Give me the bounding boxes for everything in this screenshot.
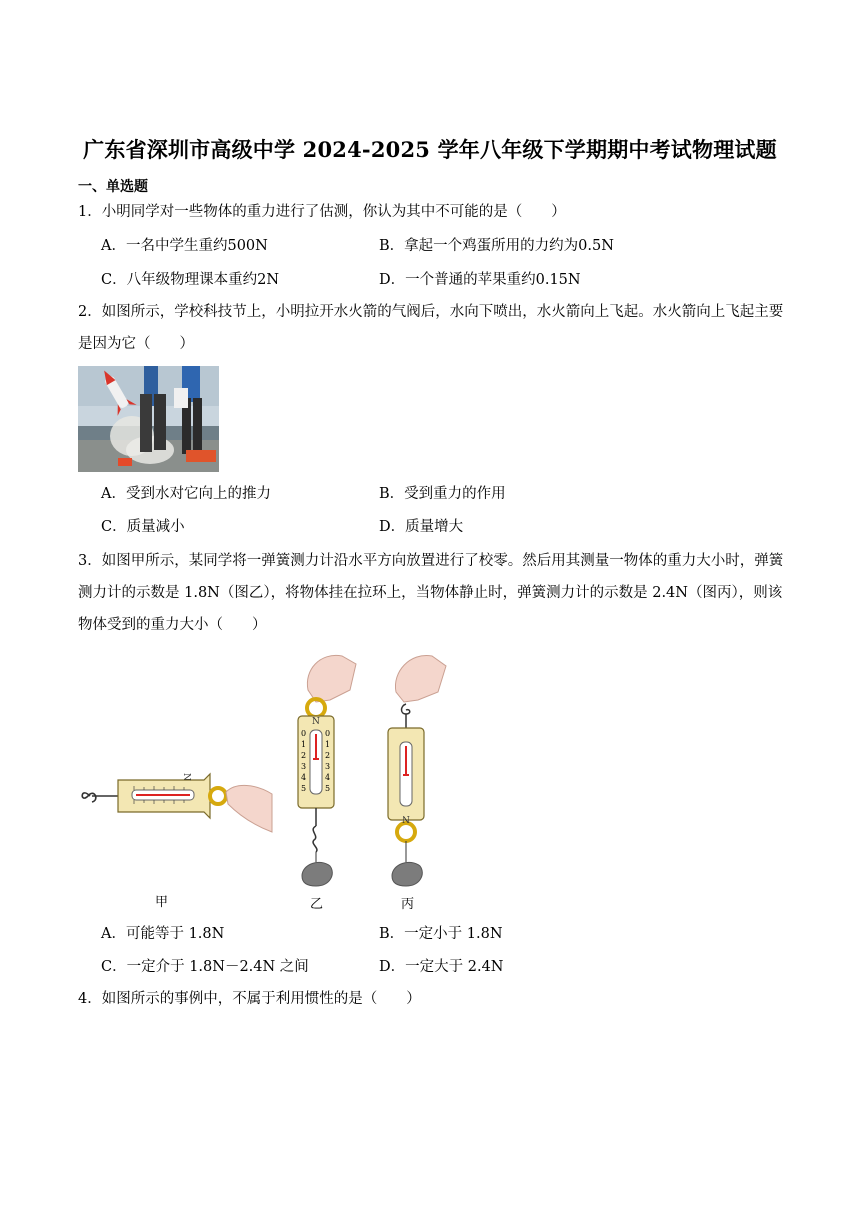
question-1-option-c[interactable]: C．八年级物理课本重约2N xyxy=(101,272,280,288)
scale-tick-0: 0 xyxy=(325,729,331,738)
scale-tick-4: 4 xyxy=(325,773,331,782)
question-2-option-b[interactable]: B．受到重力的作用 xyxy=(379,486,506,502)
figure-label-bing: 丙 xyxy=(401,897,415,912)
question-3-option-a[interactable]: A．可能等于 1.8N xyxy=(101,926,225,942)
scale-tick-2: 2 xyxy=(301,751,307,760)
scale-tick-5: 5 xyxy=(301,784,307,793)
scale-tick-3: 3 xyxy=(301,762,307,771)
question-1-stem: 1．小明同学对一些物体的重力进行了估测，你认为其中不可能的是（ ） xyxy=(78,204,566,220)
question-3-option-d[interactable]: D．一定大于 2.4N xyxy=(379,959,504,975)
question-1-option-b[interactable]: B．拿起一个鸡蛋所用的力约为0.5N xyxy=(379,238,614,254)
question-3-stem: 3．如图甲所示，某同学将一弹簧测力计沿水平方向放置进行了校零。然后用其测量一物体的重力大小时，弹簧测力计的示数是 1.8N（图乙），将物体挂在拉环上，当物体静止时，弹簧测力计的示数是 2.4N（图丙），则该物体受到的重力大小（ ） xyxy=(78,553,784,633)
question-4-stem: 4．如图所示的事例中，不属于利用惯性的是（ ） xyxy=(78,991,421,1007)
question-2-stem: 2．如图所示，学校科技节上，小明拉开水火箭的气阀后，水向下喷出，水火箭向上飞起。水火箭向上飞起主要是因为它（ ） xyxy=(78,304,784,352)
figure-label-yi: 乙 xyxy=(310,897,324,912)
spring-scale-figure-bing xyxy=(378,650,450,890)
scale-tick-1: 1 xyxy=(301,740,307,749)
scale-tick-2: 2 xyxy=(325,751,331,760)
scale-tick-0: 0 xyxy=(301,729,307,738)
water-rocket-photo xyxy=(78,366,219,472)
scale-tick-5: 5 xyxy=(325,784,331,793)
scale-unit-bing: N xyxy=(402,813,410,823)
question-2-option-a[interactable]: A．受到水对它向上的推力 xyxy=(101,486,271,502)
scale-unit-jia: N xyxy=(181,773,191,781)
page-title: 广东省深圳市高级中学 2024-2025 学年八年级下学期期中考试物理试题 xyxy=(83,137,777,162)
spring-scale-figure-jia xyxy=(76,760,276,835)
question-3-option-b[interactable]: B．一定小于 1.8N xyxy=(379,926,503,942)
scale-tick-1: 1 xyxy=(325,740,331,749)
question-2-option-c[interactable]: C．质量减小 xyxy=(101,519,185,535)
section-heading: 一、单选题 xyxy=(78,179,148,195)
scale-unit-yi: N xyxy=(312,717,320,727)
scale-tick-3: 3 xyxy=(325,762,331,771)
question-1-option-d[interactable]: D．一个普通的苹果重约0.15N xyxy=(379,272,581,288)
question-2-option-d[interactable]: D．质量增大 xyxy=(379,519,464,535)
figure-label-jia: 甲 xyxy=(155,895,169,910)
question-3-option-c[interactable]: C．一定介于 1.8N－2.4N 之间 xyxy=(101,959,309,975)
scale-tick-4: 4 xyxy=(301,773,307,782)
question-1-option-a[interactable]: A．一名中学生重约500N xyxy=(101,238,268,254)
